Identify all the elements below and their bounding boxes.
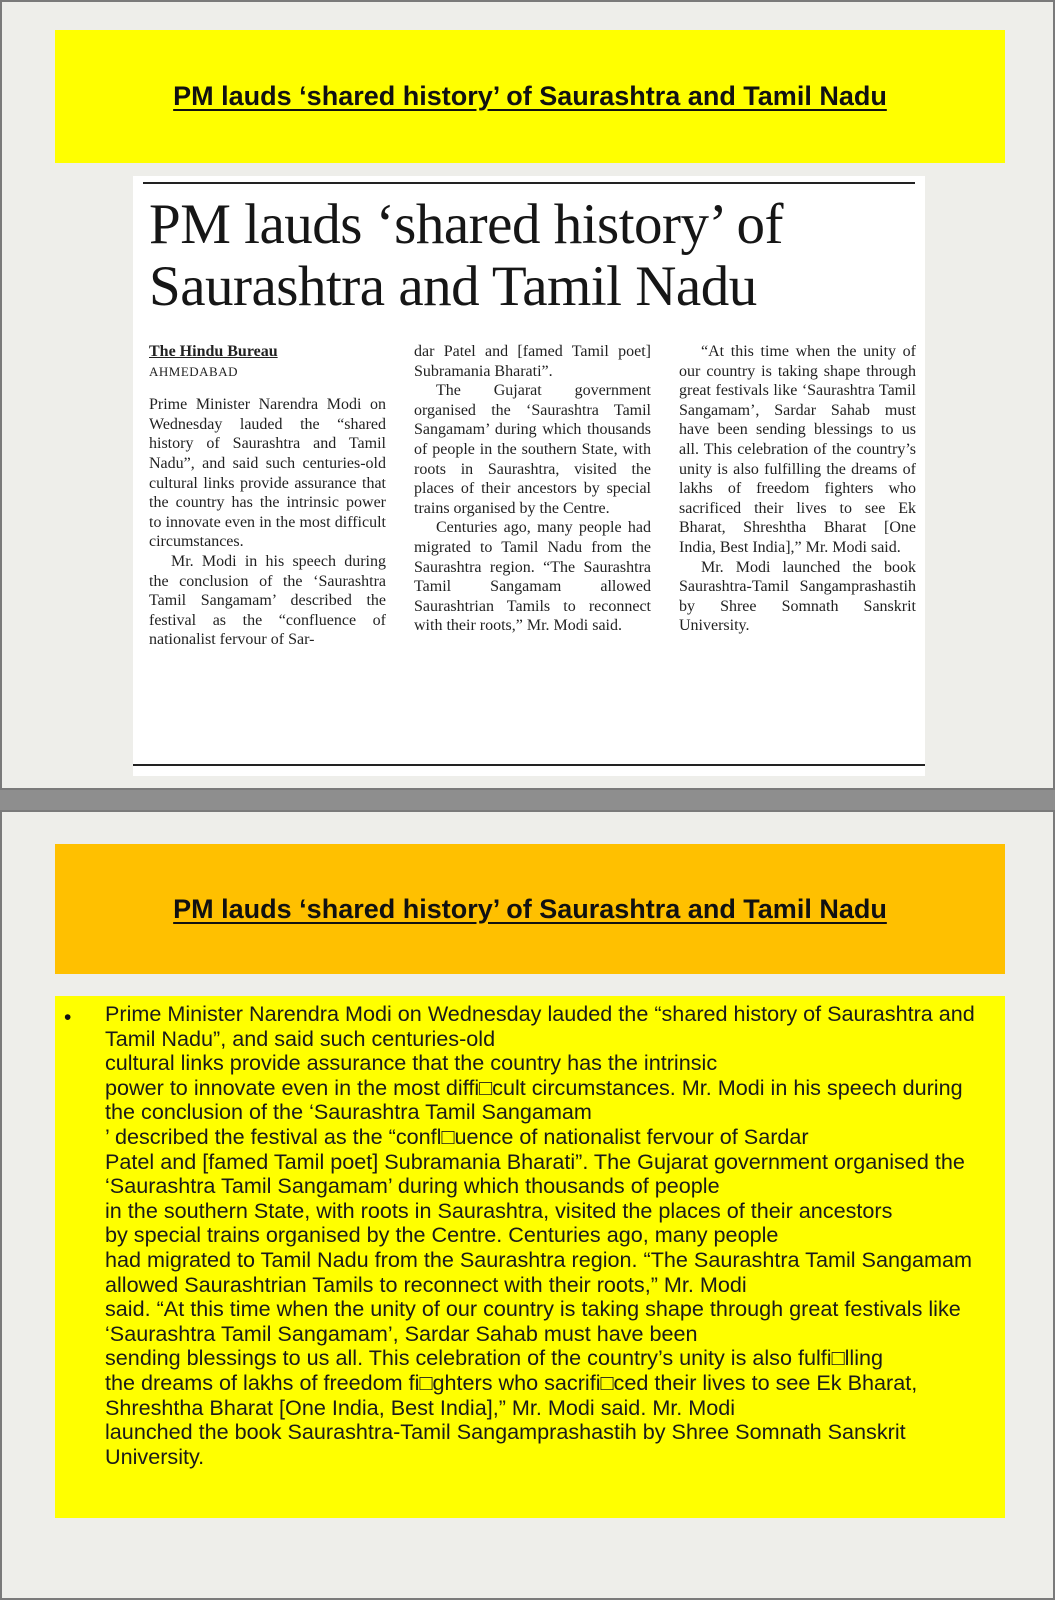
newspaper-clipping bbox=[133, 176, 925, 776]
paragraph: The Gujarat government organised the ‘Saurashtra Tamil Sangamam’ during which thousands of people in the southern State, with roots in Saurashtra, visited the places of their ancestors by special trains organised by the Centre. bbox=[414, 382, 651, 517]
paragraph: “At this time when the unity of our country is taking shape through great festivals like ‘Saurashtra Tamil Sangamam’, Sardar Sahab must have been sending blessings to us all. This celebration of the country’s unity is also fulfilling the dreams of lakhs of freedom fighters who sacrificed their lives to see Ek Bharat, Shreshtha Bharat [One India, Best India],” Mr. Modi said. bbox=[679, 343, 916, 556]
title-banner bbox=[55, 30, 1005, 163]
dateline: AHMEDABAD bbox=[149, 363, 238, 379]
paragraph: Mr. Modi launched the book Saurashtra-Tamil Sangamprashastih by Shree Somnath Sanskrit University. bbox=[679, 558, 916, 635]
body-text-box bbox=[55, 996, 1005, 1518]
paragraph: Mr. Modi in his speech during the conclusion of the ‘Saurashtra Tamil Sangamam’ described the festival as the “confluence of nationalist fervour of Sar- bbox=[149, 552, 386, 649]
byline: The Hindu Bureau bbox=[149, 343, 278, 360]
slide-title: PM lauds ‘shared history’ of Saurashtra and Tamil Nadu bbox=[173, 893, 887, 924]
clipping-column-3 bbox=[679, 342, 916, 636]
paragraph: dar Patel and [famed Tamil poet] Subramania Bharati”. bbox=[414, 343, 651, 380]
paragraph: Prime Minister Narendra Modi on Wednesday lauded the “shared history of Saurashtra and Tamil Nadu”, and said such centuries-old cultural links provide assurance that the country has the intrinsic power to innovate even in the most difficult circumstances. bbox=[149, 396, 386, 551]
slide-title: PM lauds ‘shared history’ of Saurashtra and Tamil Nadu bbox=[173, 81, 887, 111]
slide-2 bbox=[0, 810, 1055, 1600]
bullet-icon: • bbox=[64, 1006, 72, 1029]
paragraph: Centuries ago, many people had migrated to Tamil Nadu from the Saurashtra region. “The Saurashtra Tamil Sangamam allowed Saurashtrian Tamils to reconnect with their roots,” Mr. Modi said. bbox=[414, 519, 651, 635]
slide-1 bbox=[0, 0, 1055, 790]
bottom-rule bbox=[133, 764, 925, 766]
clipping-column-1 bbox=[149, 342, 386, 650]
clipping-column-2 bbox=[414, 342, 651, 636]
body-text: Prime Minister Narendra Modi on Wednesday lauded the “shared history of Saurashtra and Tamil Nadu”, and said such centuries-old cultural links provide assurance that the country has the intrinsic power to innovate even in the most diffi□cult circumstances. Mr. Modi in his speech during the conclusion of the ‘Saurashtra Tamil Sangamam ’ described the festival as the “confl□uence of nationalist fervour of Sardar Patel and [famed Tamil poet] Subramania Bharati”. The Gujarat government organised the ‘Saurashtra Tamil Sangamam’ during which thousands of people in the southern State, with roots in Saurashtra, visited the places of their ancestors by special trains organised by the Centre. Centuries ago, many people had migrated to Tamil Nadu from the Saurashtra region. “The Saurashtra Tamil Sangamam allowed Saurashtrian Tamils to reconnect with their roots,” Mr. Modi said. “At this time when the unity of our country is taking shape through great festivals like ‘Saurashtra Tamil Sangamam’, Sardar Sahab must have been sending blessings to us all. This celebration of the country’s unity is also fulfi□lling the dreams of lakhs of freedom fi□ghters who sacrifi□ced their lives to see Ek Bharat, Shreshtha Bharat [One India, Best India],” Mr. Modi said. Mr. Modi launched the book Saurashtra-Tamil Sangamprashastih by Shree Somnath Sanskrit University. bbox=[105, 1001, 975, 1469]
clipping-headline: PM lauds ‘shared history’ of Saurashtra and Tamil Nadu bbox=[149, 193, 784, 318]
title-banner bbox=[55, 844, 1005, 974]
top-rule bbox=[143, 182, 915, 184]
